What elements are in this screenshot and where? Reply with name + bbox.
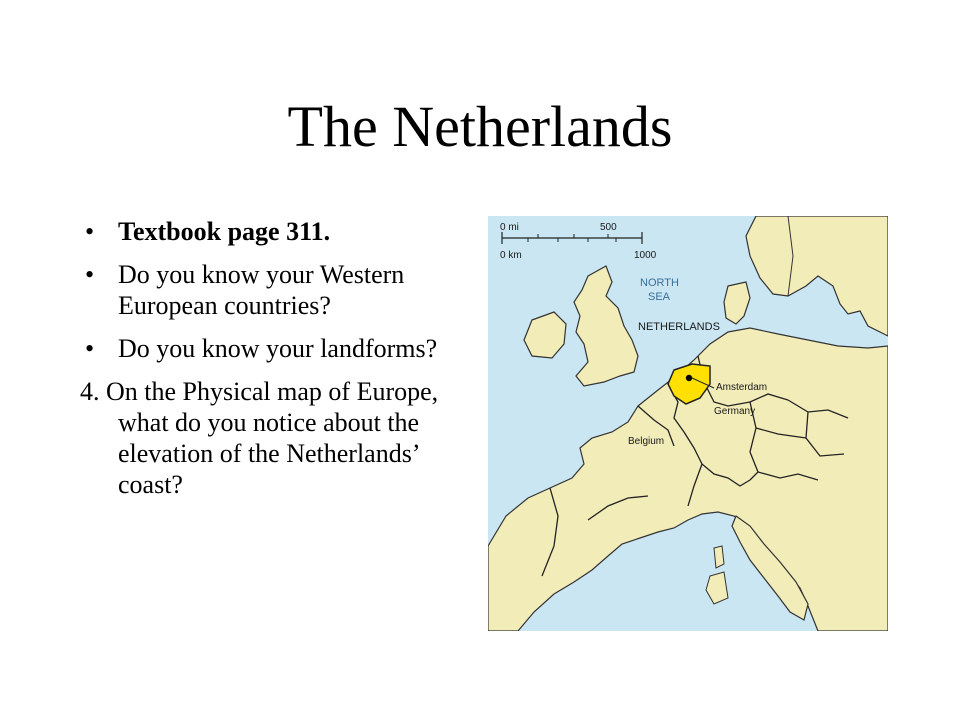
sea-label-sea: SEA [648,291,671,303]
map-svg [488,216,888,631]
bullet-item-textbook [80,216,475,247]
bullet-text: Do you know your landforms? [118,334,438,363]
bullet-item-countries [80,259,475,321]
sea-label-north: NORTH [640,277,679,289]
scale-mi-mid-label: 500 [600,222,617,233]
city-label-amsterdam: Amsterdam [716,382,768,393]
numbered-question [80,376,475,500]
amsterdam-dot [686,375,692,381]
bullet-text: Do you know your Western European countries? [118,260,405,320]
bullet-text: Textbook page 311. [118,217,331,246]
bullet-marker: • [85,334,95,363]
bullet-item-landforms [80,333,475,364]
question-text: 4. On the Physical map of Europe, what do you notice about the elevation of the Netherlands’ coast? [80,377,439,499]
corsica-land [714,546,724,568]
bullet-list [80,216,475,512]
bullet-marker: • [85,260,95,289]
scale-mi-label: 0 mi [500,222,519,233]
country-label-belgium: Belgium [628,436,665,447]
country-label-germany: Germany [714,406,756,417]
bullet-marker: • [85,217,95,246]
slide-title: The Netherlands [287,94,673,159]
country-label-netherlands: NETHERLANDS [638,321,720,333]
europe-map [488,216,888,631]
scale-km-end-label: 1000 [634,250,657,261]
scale-km-label: 0 km [500,250,522,261]
